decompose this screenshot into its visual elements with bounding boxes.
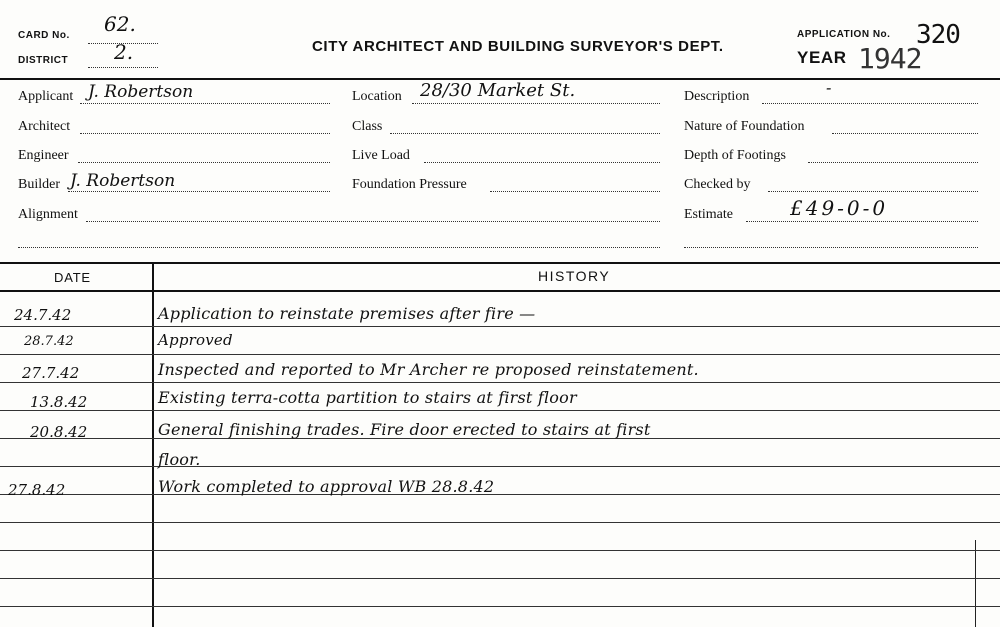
applicant-value: J. Robertson: [88, 82, 194, 102]
application-no-label: APPLICATION No.: [797, 29, 891, 40]
history-entry-5: General finishing trades. Fire door erected to stairs at first: [158, 420, 651, 439]
district-label: DISTRICT: [18, 55, 69, 66]
location-label: Location: [352, 89, 402, 104]
depth-of-footings-label: Depth of Footings: [684, 148, 786, 163]
location-value: 28/30 Market St.: [420, 80, 576, 101]
application-no-value: 320: [916, 20, 960, 50]
foundation-pressure-label: Foundation Pressure: [352, 177, 467, 192]
history-entry-2: Approved: [158, 331, 233, 349]
description-value: -: [826, 78, 832, 97]
applicant-label: Applicant: [18, 89, 74, 104]
history-date-1: 24.7.42: [14, 306, 72, 324]
history-date-3: 27.7.42: [22, 364, 80, 382]
history-entry-3: Inspected and reported to Mr Archer re proposed reinstatement.: [158, 360, 699, 379]
card-no-label: CARD No.: [18, 30, 70, 41]
checked-by-label: Checked by: [684, 177, 751, 192]
engineer-label: Engineer: [18, 148, 69, 163]
table-header-divider: [0, 290, 1000, 292]
history-date-2: 28.7.42: [24, 334, 74, 349]
alignment-label: Alignment: [18, 207, 78, 222]
history-date-6: 27.8.42: [8, 481, 66, 499]
class-label: Class: [352, 119, 383, 134]
history-entry-5-continued: floor.: [158, 450, 201, 469]
live-load-label: Live Load: [352, 148, 410, 163]
history-entry-1: Application to reinstate premises after fire —: [158, 304, 536, 323]
architect-label: Architect: [18, 119, 71, 134]
date-column-header: DATE: [54, 270, 91, 285]
description-label: Description: [684, 89, 750, 104]
table-top-border: [0, 262, 1000, 264]
card-no-value: 62.: [104, 12, 136, 36]
history-entry-6: Work completed to approval WB 28.8.42: [158, 477, 495, 496]
history-date-4: 13.8.42: [30, 393, 88, 411]
builder-label: Builder: [18, 177, 60, 192]
date-history-divider: [152, 262, 154, 627]
district-value: 2.: [114, 40, 134, 64]
history-date-5: 20.8.42: [30, 423, 88, 441]
history-column-header: HISTORY: [538, 268, 611, 284]
estimate-value: £49-0-0: [790, 196, 889, 220]
estimate-label: Estimate: [684, 207, 733, 222]
year-value: 1942: [858, 42, 922, 75]
nature-of-foundation-label: Nature of Foundation: [684, 119, 805, 134]
builder-value: J. Robertson: [70, 171, 176, 191]
year-label: YEAR: [797, 48, 847, 67]
history-entry-4: Existing terra-cotta partition to stairs at first floor: [158, 388, 577, 407]
department-title: CITY ARCHITECT AND BUILDING SURVEYOR'S DEPT.: [312, 38, 724, 55]
